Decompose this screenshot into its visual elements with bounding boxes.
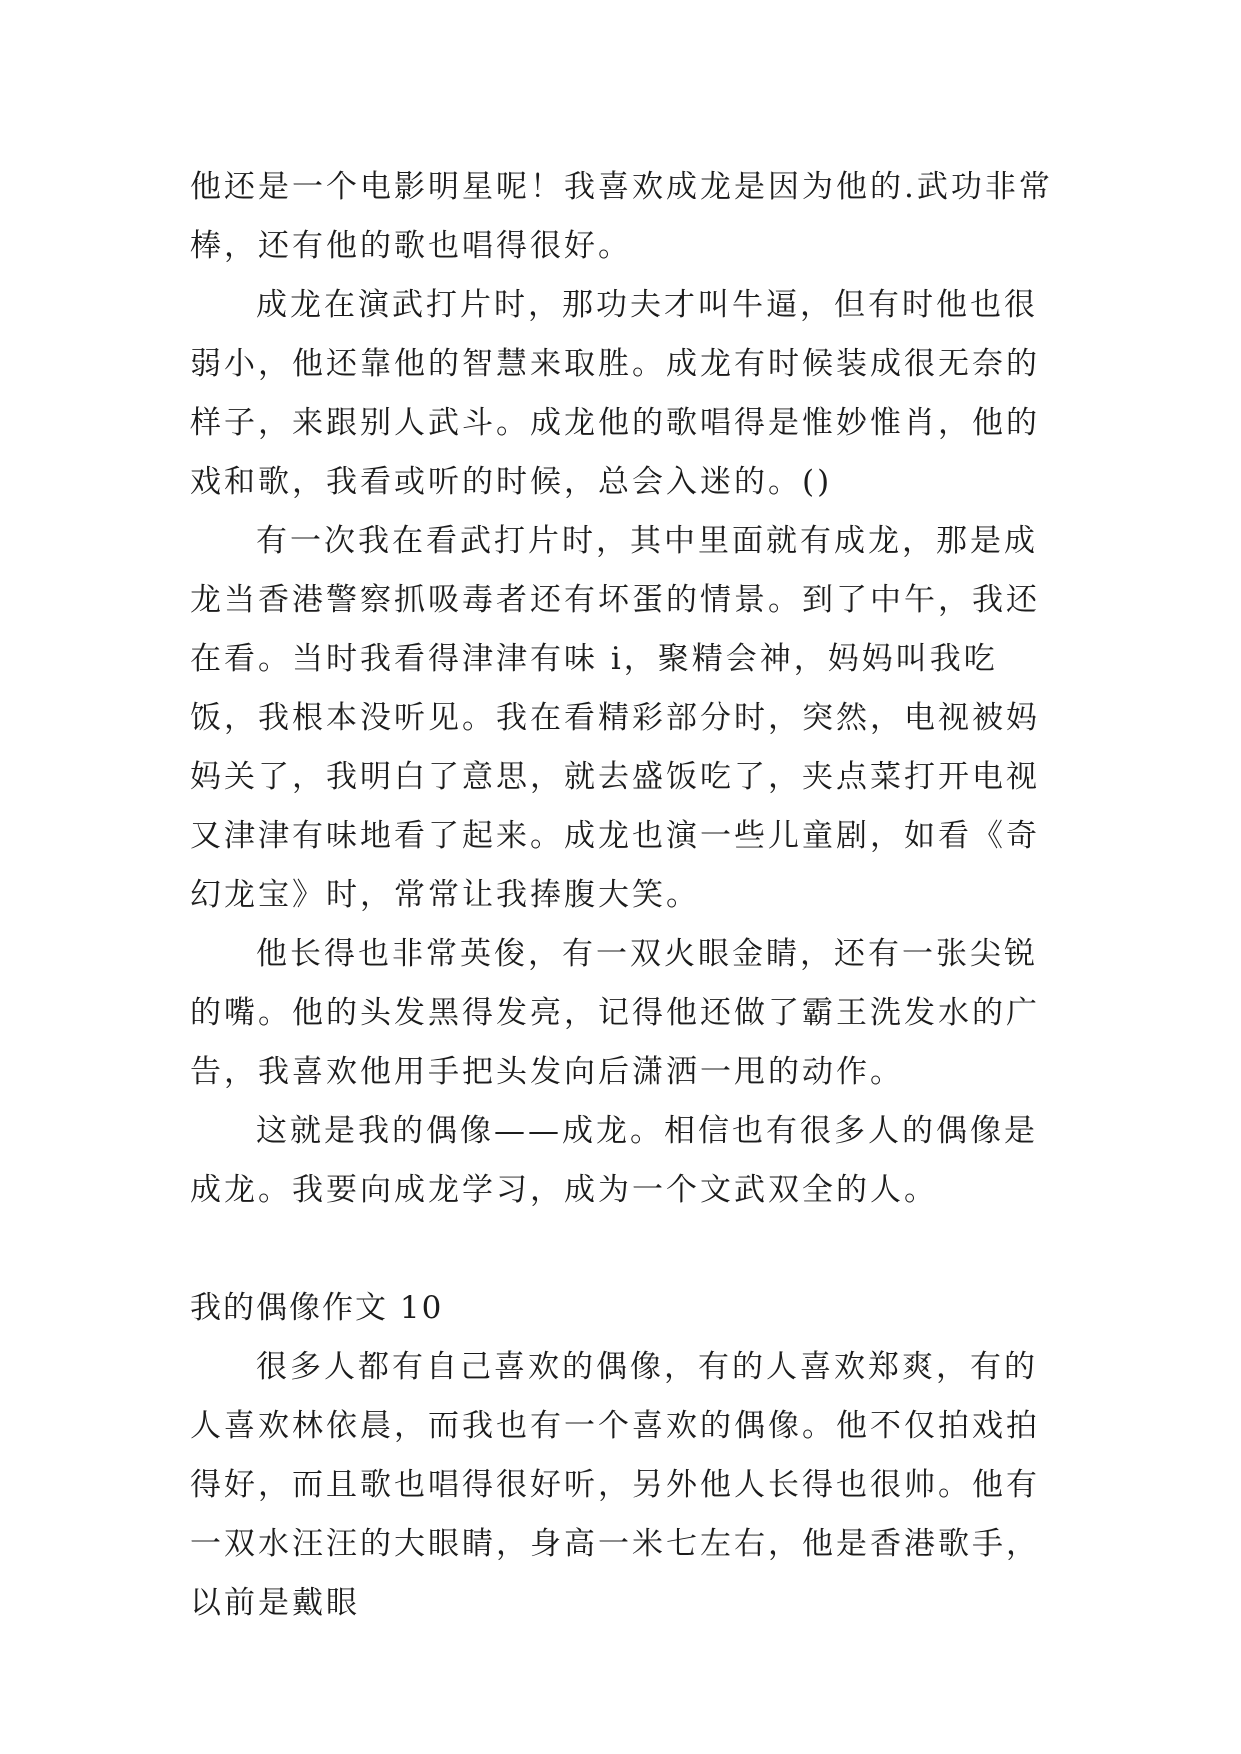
document-body <box>190 158 1060 1633</box>
paragraph: 有一次我在看武打片时，其中里面就有成龙，那是成龙当香港警察抓吸毒者还有坏蛋的情景。到了中午，我还在看。当时我看得津津有味 i，聚精会神，妈妈叫我吃饭，我根本没听见。我在看精彩部分时，突然，电视被妈妈关了，我明白了意思，就去盛饭吃了，夹点菜打开电视又津津有味地看了起来。成龙也演一些儿童剧，如看《奇幻龙宝》时，常常让我捧腹大笑。 <box>190 523 1040 913</box>
essay-heading: 我的偶像作文 10 <box>190 1290 444 1326</box>
paragraph-continued: 他还是一个电影明星呢！我喜欢成龙是因为他的.武功非常棒，还有他的歌也唱得很好。 <box>190 169 1053 264</box>
paragraph: 这就是我的偶像——成龙。相信也有很多人的偶像是成龙。我要向成龙学习，成为一个文武双全的人。 <box>190 1113 1038 1208</box>
paragraph: 成龙在演武打片时，那功夫才叫牛逼，但有时他也很弱小，他还靠他的智慧来取胜。成龙有时候装成很无奈的样子，来跟别人武斗。成龙他的歌唱得是惟妙惟肖，他的戏和歌，我看或听的时候，总会入迷的。() <box>190 287 1040 500</box>
paragraph: 他长得也非常英俊，有一双火眼金睛，还有一张尖锐的嘴。他的头发黑得发亮，记得他还做了霸王洗发水的广告，我喜欢他用手把头发向后潇洒一甩的动作。 <box>190 936 1040 1090</box>
paragraph: 很多人都有自己喜欢的偶像，有的人喜欢郑爽，有的人喜欢林依晨，而我也有一个喜欢的偶像。他不仅拍戏拍得好，而且歌也唱得很好听，另外他人长得也很帅。他有一双水汪汪的大眼睛，身高一米七左右，他是香港歌手，以前是戴眼 <box>190 1349 1040 1621</box>
